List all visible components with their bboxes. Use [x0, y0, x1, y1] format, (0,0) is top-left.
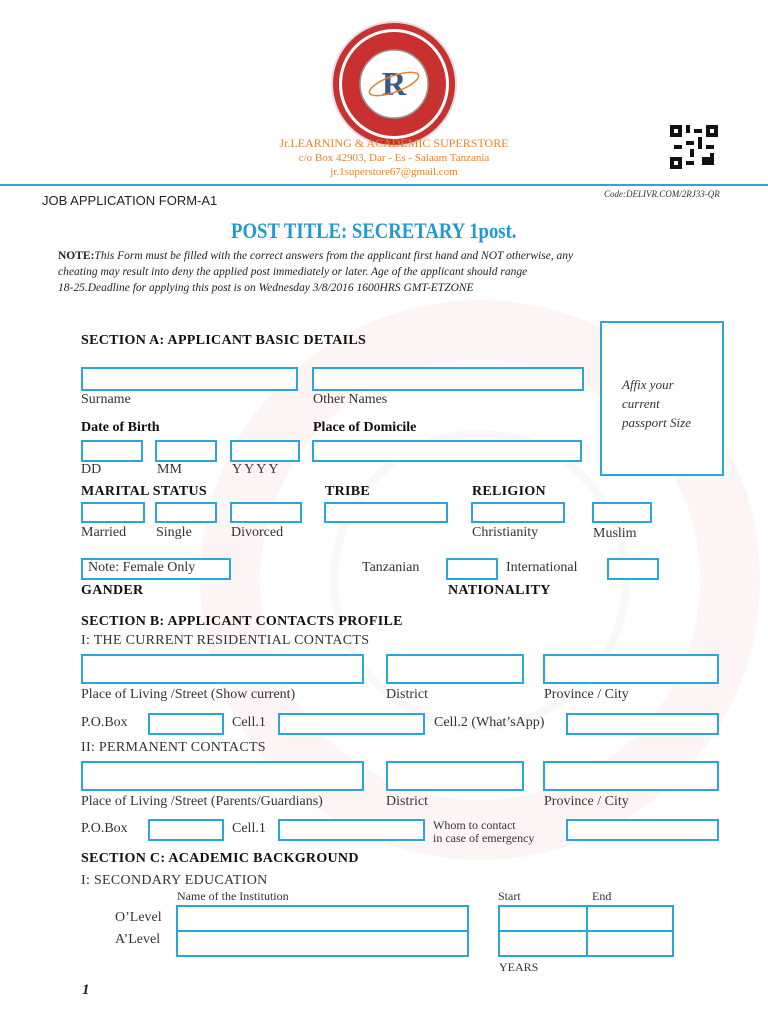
- post-title: POST TITLE: SECRETARY 1post.: [231, 218, 517, 243]
- passport-label: [622, 375, 691, 432]
- married-checkbox[interactable]: [81, 502, 145, 523]
- a-level-institution-input[interactable]: [176, 930, 469, 957]
- christianity-label: Christianity: [472, 525, 539, 540]
- permanent-pobox-label: P.O.Box: [81, 821, 128, 836]
- current-district-input[interactable]: [386, 654, 524, 684]
- permanent-district-input[interactable]: [386, 761, 524, 791]
- tanzanian-checkbox[interactable]: [446, 558, 498, 580]
- permanent-province-input[interactable]: [543, 761, 719, 791]
- christianity-checkbox[interactable]: [471, 502, 565, 523]
- years-label: YEARS: [499, 960, 539, 974]
- current-place-input[interactable]: [81, 654, 364, 684]
- current-province-label: Province / City: [544, 687, 629, 702]
- current-contacts-title: I: THE CURRENT RESIDENTIAL CONTACTS: [81, 633, 370, 648]
- yyyy-label: YYYY: [232, 462, 281, 477]
- tribe-label: TRIBE: [325, 484, 371, 499]
- note-line1: This Form must be filled with the correct answers from the applicant first hand and NOT otherwise, any: [94, 250, 574, 262]
- international-checkbox[interactable]: [607, 558, 659, 580]
- note-line3: 18-25.Deadline for applying this post is on Wednesday 3/8/2016 1600HRS GMT-ETZONE: [58, 282, 474, 294]
- note-text: [58, 248, 758, 296]
- current-cell2-label: Cell.2 (What’sApp): [434, 715, 545, 730]
- surname-input[interactable]: [81, 367, 298, 391]
- end-header: End: [592, 889, 612, 903]
- gender-label: GANDER: [81, 583, 144, 598]
- institution-header: Name of the Institution: [177, 889, 289, 903]
- a-level-label: A’Level: [115, 932, 161, 947]
- gender-note: Note: Female Only: [88, 560, 196, 575]
- qr-code-icon: [670, 125, 718, 169]
- muslim-label: Muslim: [593, 526, 637, 541]
- current-cell1-label: Cell.1: [232, 715, 266, 730]
- o-level-institution-input[interactable]: [176, 905, 469, 932]
- nationality-label: NATIONALITY: [448, 583, 551, 598]
- note-label: NOTE:: [58, 250, 95, 262]
- page-number: 1: [82, 982, 90, 998]
- permanent-place-input[interactable]: [81, 761, 364, 791]
- current-district-label: District: [386, 687, 428, 702]
- emergency-line2: in case of emergency: [433, 831, 535, 845]
- permanent-district-label: District: [386, 794, 428, 809]
- current-cell1-input[interactable]: [278, 713, 425, 735]
- watermark-inner-ring: [330, 430, 630, 730]
- domicile-input[interactable]: [312, 440, 582, 462]
- current-province-input[interactable]: [543, 654, 719, 684]
- international-label: International: [506, 560, 578, 575]
- current-place-label: Place of Living /Street (Show current): [81, 687, 296, 702]
- domicile-label: Place of Domicile: [313, 420, 417, 435]
- permanent-cell1-input[interactable]: [278, 819, 425, 841]
- dob-year-input[interactable]: [230, 440, 300, 462]
- current-pobox-input[interactable]: [148, 713, 224, 735]
- passport-line2: current: [622, 396, 660, 411]
- passport-line3: passport Size: [622, 415, 691, 430]
- tanzanian-label: Tanzanian: [362, 560, 420, 575]
- o-level-start-input[interactable]: [498, 905, 588, 932]
- section-c-title: SECTION C: ACADEMIC BACKGROUND: [81, 851, 359, 866]
- permanent-pobox-input[interactable]: [148, 819, 224, 841]
- dob-month-input[interactable]: [155, 440, 217, 462]
- svg-text:R: R: [381, 66, 407, 103]
- permanent-cell1-label: Cell.1: [232, 821, 266, 836]
- religion-label: RELIGION: [472, 484, 546, 499]
- emergency-contact-label: [433, 819, 534, 845]
- start-header: Start: [498, 889, 521, 903]
- permanent-contacts-title: II: PERMANENT CONTACTS: [81, 740, 266, 755]
- dob-day-input[interactable]: [81, 440, 143, 462]
- section-b-title: SECTION B: APPLICANT CONTACTS PROFILE: [81, 614, 403, 629]
- a-level-end-input[interactable]: [586, 930, 674, 957]
- org-address: c/o Box 42903, Dar - Es - Salaam Tanzania: [298, 152, 490, 164]
- company-logo: [333, 23, 455, 145]
- current-cell2-input[interactable]: [566, 713, 719, 735]
- emergency-contact-input[interactable]: [566, 819, 719, 841]
- tribe-input[interactable]: [324, 502, 448, 523]
- note-line2: cheating may result into deny the applied post immediately or later. Age of the applicant should range: [58, 266, 528, 278]
- o-level-end-input[interactable]: [586, 905, 674, 932]
- header-divider: [0, 184, 768, 186]
- dob-label: Date of Birth: [81, 420, 160, 435]
- divorced-checkbox[interactable]: [230, 502, 302, 523]
- current-pobox-label: P.O.Box: [81, 715, 128, 730]
- married-label: Married: [81, 525, 127, 540]
- emergency-line1: Whom to contact: [433, 818, 516, 832]
- divorced-label: Divorced: [231, 525, 284, 540]
- mm-label: MM: [157, 462, 182, 477]
- form-id: JOB APPLICATION FORM-A1: [42, 193, 218, 208]
- permanent-place-label: Place of Living /Street (Parents/Guardians): [81, 794, 323, 809]
- marital-status-label: MARITAL STATUS: [81, 484, 207, 499]
- qr-code-label: Code:DELIVR.COM/2RJ33-QR: [604, 189, 720, 199]
- permanent-province-label: Province / City: [544, 794, 629, 809]
- other-names-label: Other Names: [313, 392, 388, 407]
- other-names-input[interactable]: [312, 367, 584, 391]
- passport-line1: Affix your: [622, 377, 674, 392]
- muslim-checkbox[interactable]: [592, 502, 652, 523]
- org-email: jr.1superstore67@gmail.com: [330, 166, 458, 178]
- single-label: Single: [156, 525, 192, 540]
- secondary-education-title: I: SECONDARY EDUCATION: [81, 873, 268, 888]
- o-level-label: O’Level: [115, 910, 162, 925]
- org-name: Jr.LEARNING & ACADEMIC SUPERSTORE: [279, 136, 509, 150]
- dd-label: DD: [81, 462, 102, 477]
- a-level-start-input[interactable]: [498, 930, 588, 957]
- single-checkbox[interactable]: [155, 502, 217, 523]
- section-a-title: SECTION A: APPLICANT BASIC DETAILS: [81, 333, 367, 348]
- surname-label: Surname: [81, 392, 131, 407]
